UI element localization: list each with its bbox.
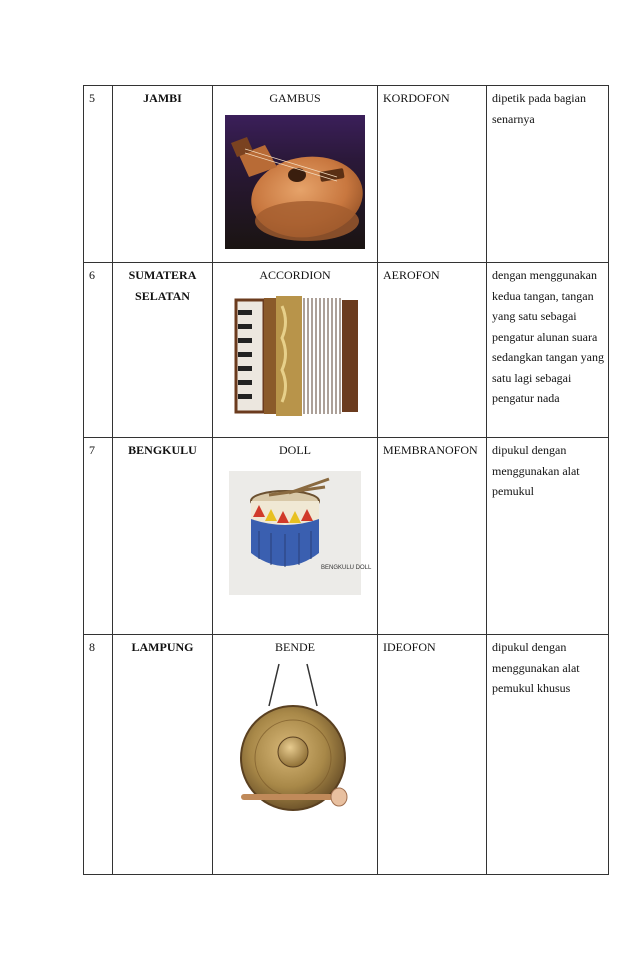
instrument-name: BENDE xyxy=(275,640,315,654)
row-number: 6 xyxy=(84,263,113,438)
row-number: 5 xyxy=(84,86,113,263)
instrument-table xyxy=(83,85,609,875)
classification: MEMBRANOFON xyxy=(378,438,487,635)
accordion-image xyxy=(230,292,360,422)
province-name: BENGKULU xyxy=(113,438,213,635)
table-row xyxy=(84,438,609,635)
classification: KORDOFON xyxy=(378,86,487,263)
classification: IDEOFON xyxy=(378,635,487,875)
table-row xyxy=(84,635,609,875)
table-row xyxy=(84,263,609,438)
instrument-cell xyxy=(213,86,378,263)
province-name: SUMATERA SELATAN xyxy=(113,263,213,438)
description: dipetik pada bagian senarnya xyxy=(487,86,609,263)
instrument-name: DOLL xyxy=(279,443,311,457)
instrument-name: GAMBUS xyxy=(269,91,321,105)
instrument-cell xyxy=(213,438,378,635)
bende-gong-image xyxy=(235,658,355,828)
row-number: 7 xyxy=(84,438,113,635)
classification: AEROFON xyxy=(378,263,487,438)
image-caption: BENGKULU DOLL xyxy=(321,564,372,571)
doll-drum-image xyxy=(229,471,372,595)
instrument-name: ACCORDION xyxy=(259,268,331,282)
description: dengan menggunakan kedua tangan, tangan yang satu sebagai pengatur alunan suara sedangkan tangan yang satu lagi sebagai pengatur nada xyxy=(487,263,609,438)
instrument-cell xyxy=(213,635,378,875)
instrument-cell xyxy=(213,263,378,438)
table-row xyxy=(84,86,609,263)
row-number: 8 xyxy=(84,635,113,875)
gambus-image xyxy=(225,115,365,249)
province-name: LAMPUNG xyxy=(113,635,213,875)
description: dipukul dengan menggunakan alat pemukul khusus xyxy=(487,635,609,875)
description: dipukul dengan menggunakan alat pemukul xyxy=(487,438,609,635)
province-name: JAMBI xyxy=(113,86,213,263)
